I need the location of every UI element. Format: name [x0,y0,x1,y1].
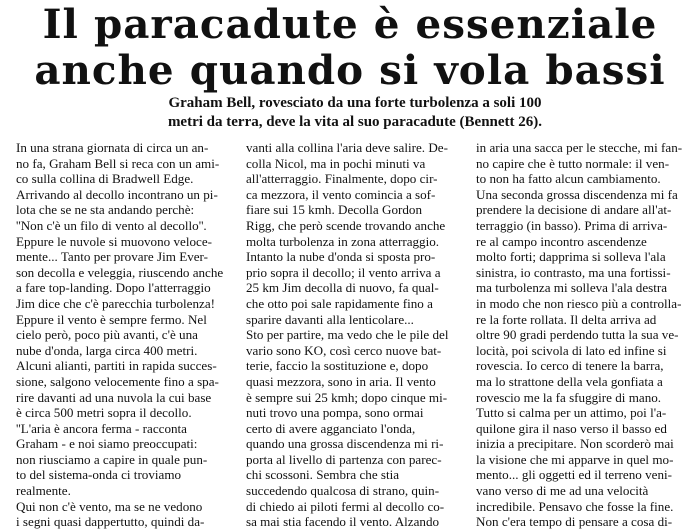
text-line: è circa 500 metri sopra il decollo. [16,405,192,421]
text-line: Alcuni alianti, partiti in rapida succes- [16,358,217,374]
text-line: Intanto la nube d'onda si sposta pro- [246,249,436,265]
text-line: 25 km Jim decolla di nuovo, fa qual- [246,280,439,296]
text-line: è sempre sui 25 kmh; dopo cinque mi- [246,389,448,405]
text-line: molta turbolenza in zona atterraggio. [246,233,440,249]
text-line: son decolla e veleggia, riuscendo anche [16,264,224,280]
text-line: incredibile. Pensavo che fosse la fine. [476,498,674,514]
text-line: colla Nicol, ma in pochi minuti va [246,155,426,171]
text-line: terie, faccio la sostituzione e, dopo [246,358,429,374]
text-line: re al campo incontro ascendenze [476,233,647,249]
text-line: a fare top-landing. Dopo l'atterraggio [16,280,211,296]
text-line: locità, poi scivola di lato ed infine si [476,342,667,358]
text-line: mente... Tanto per provare Jim Ever- [16,249,209,265]
text-line: certo di avere agganciato l'onda, [246,420,416,436]
text-line: rire davanti ad una nuvola la cui base [16,389,212,405]
text-line: i segni quasi dappertutto, quindi da- [16,514,205,530]
text-line: fiare sui 15 kmh. Decolla Gordon [246,202,422,218]
text-line: chi scossoni. Sembra che stia [246,467,400,483]
headline-line-2: anche quando si vola bassi [34,46,666,94]
text-line: co sulla collina di Bradwell Edge. [16,171,194,187]
text-line: In una strana giornata di circa un an- [16,140,209,155]
text-line: in aria una sacca per le stecche, mi fan- [476,140,683,155]
text-line: nube d'onda, larga circa 400 metri. [16,342,198,358]
text-line: vano verso di me ad una velocità [476,483,649,499]
text-line: quilone gira il naso verso il basso ed [476,420,667,436]
text-line: prio sopra il decollo; il vento arriva a [246,264,441,280]
text-line: Qui non c'è vento, ma se ne vedono [16,498,203,514]
text-line: nuti trovo una pompa, sono ormai [246,405,424,421]
subheadline-line-1: Graham Bell, rovesciato da una forte turbolenza a soli 100 [168,95,542,111]
text-line: mento... gli oggetti ed il terreno veni- [476,467,672,483]
text-line: Jim dice che c'è parecchia turbolenza! [16,295,216,311]
text-line: oltre 90 gradi perdendo tutta la sua ve- [476,327,679,343]
text-line: rovescia. Io cerco di tenere la barra, [476,358,664,374]
text-line: di chiedo ai piloti fermi al decollo co- [246,498,445,514]
text-line: Sto per partire, ma vedo che le pile del [246,327,449,343]
text-line: Rigg, che però scende trovando anche [246,217,446,233]
text-line: inizia a precipitare. Non scorderò mai [476,436,674,452]
text-line: Tutto si calma per un attimo, poi l'a- [476,405,667,421]
subheadline [115,94,595,132]
text-line: sione, salgono velocemente fino a spa- [16,373,219,389]
text-line: no capire che è tutto normale: il ven- [476,155,670,171]
article-column-2 [246,140,458,530]
text-line: rovescio me la fa sfuggire di mano. [476,389,662,405]
text-line: ''Non c'è un filo di vento al decollo''. [16,217,207,233]
text-line: to non ha fatto alcun cambiamento. [476,171,661,187]
text-line: molto forti; dapprima si solleva l'ala [476,249,666,265]
text-line: quando una grossa discendenza mi ri- [246,436,444,452]
article-column-3 [476,140,690,530]
text-line: cielo però, poco più avanti, c'è una [16,327,198,343]
article-column-1 [16,140,228,530]
text-line: la visione che mi apparve in quel mo- [476,451,674,467]
text-line: ''L'aria è ancora ferma - racconta [16,420,187,436]
text-line: re la forte rollata. Il delta arriva ad [476,311,657,327]
text-line: quasi mezzora, sono in aria. Il vento [246,373,436,389]
text-line: Una seconda grossa discendenza mi fa [476,186,678,202]
text-line: Eppure le nuvole si muovono veloce- [16,233,212,249]
subheadline-line-2: metri da terra, deve la vita al suo paracadute (Bennett 26). [167,114,543,130]
text-line: sinistra, io contrasto, ma una fortissi- [476,264,671,280]
text-line: ma lo strattone della vela gonfiata a [476,373,663,389]
text-line: ca mezzora, il vento comincia a sof- [246,186,436,202]
text-line: prendere la decisione di andare all'at- [476,202,672,218]
text-line: ma turbolenza mi solleva l'ala destra [476,280,668,296]
text-line: che otto poi sale rapidamente fino a [246,295,433,311]
headline-line-1: Il paracadute è essenziale [42,0,658,48]
text-line: to del sistema-onda ci troviamo [16,467,182,483]
text-line: vario sono KO, così cerco nuove bat- [246,342,442,358]
text-line: terraggio (in basso). Prima di arriva- [476,217,668,233]
text-line: non riusciamo a capire in quale pun- [16,451,208,467]
text-line: Non c'era tempo di pensare a cosa di- [476,514,673,530]
text-line: vanti alla collina l'aria deve salire. De- [246,140,448,155]
text-line: sparire davanti alla lenticolare... [246,311,414,327]
text-line: Arrivando al decollo incontrano un pi- [16,186,218,202]
text-line: porta al livello di partenza con parec- [246,451,442,467]
text-line: realmente. [16,483,71,499]
text-line: succedendo qualcosa di strano, quin- [246,483,440,499]
text-line: Eppure il vento è sempre fermo. Nel [16,311,207,327]
text-line: sa mai stia facendo il vento. Alzando [246,514,440,530]
text-line: Graham - e noi siamo preoccupati: [16,436,198,452]
text-line: all'atterraggio. Finalmente, dopo cir- [246,171,438,187]
text-line: no fa, Graham Bell si reca con un ami- [16,155,220,171]
text-line: lota che se ne sta andando perchè: [16,202,195,218]
text-line: in modo che non riesco più a controlla- [476,295,682,311]
